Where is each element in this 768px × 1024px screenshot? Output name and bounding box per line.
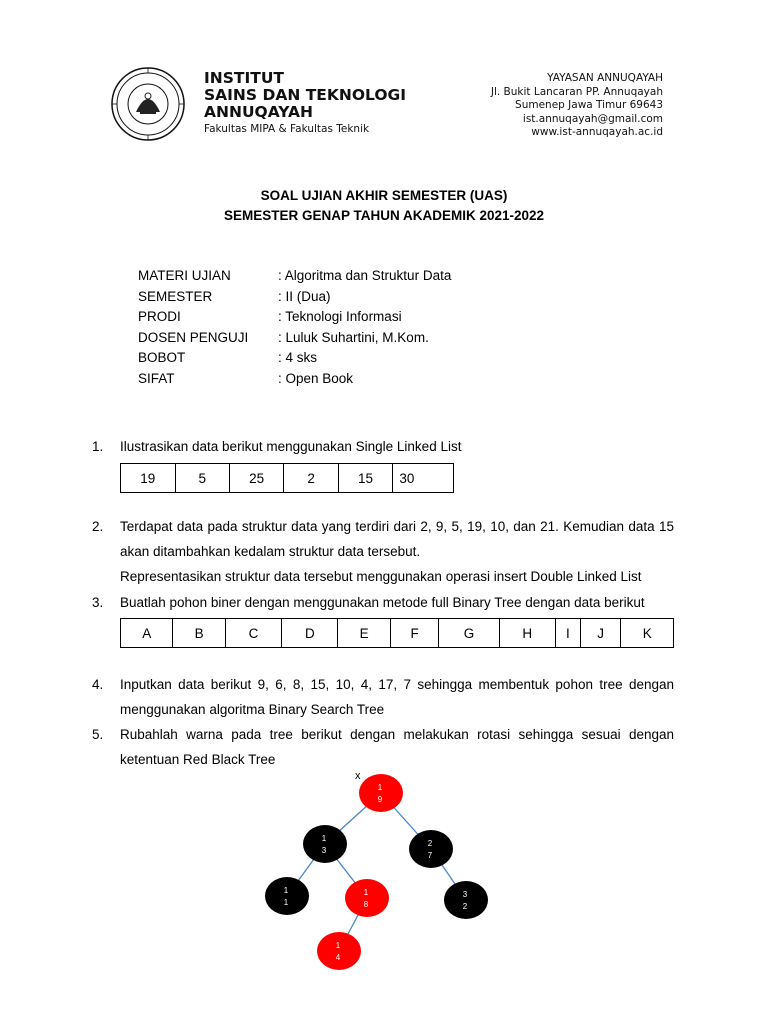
question-number: 5.	[92, 727, 104, 742]
tree-node-digit: 1	[283, 898, 289, 907]
question-text: Rubahlah warna pada tree berikut dengan melakukan rotasi sehingga sesuai dengan ketentuan Red Black Tree	[120, 727, 674, 767]
institute-logo	[110, 66, 186, 142]
tree-marker: x	[355, 770, 361, 782]
institution-name	[204, 70, 406, 121]
tree-node-digit: 1	[335, 941, 341, 950]
tree-node-circle	[265, 877, 309, 915]
question-4	[92, 672, 674, 722]
tree-node-digit: 4	[335, 953, 341, 962]
question-1	[92, 434, 674, 459]
question-number: 1.	[92, 439, 104, 454]
info-key: DOSEN PENGUJI	[138, 329, 249, 345]
data-cell: 19	[121, 464, 176, 493]
question-text: Terdapat data pada struktur data yang terdiri dari 2, 9, 5, 19, 10, dan 21. Kemudian data 15 akan ditambahkan kedalam struktur data tersebut.	[120, 519, 674, 559]
question-text: Buatlah pohon biner dengan menggunakan metode full Binary Tree dengan data berikut	[120, 595, 645, 610]
foundation-line: YAYASAN ANNUQAYAH	[547, 72, 663, 84]
tree-node-digit: 2	[427, 839, 433, 848]
data-cell: F	[390, 619, 438, 648]
question-number: 3.	[92, 595, 104, 610]
tree-node-digit: 7	[427, 851, 433, 860]
tree-node-digit: 1	[283, 886, 289, 895]
data-cell: G	[439, 619, 499, 648]
tree-node-digit: 8	[363, 900, 369, 909]
foundation-email: ist.annuqayah@gmail.com	[522, 112, 663, 125]
tree-node-digit: 3	[321, 846, 327, 855]
tree-node-digit: 1	[363, 888, 369, 897]
tree-node-digit: 1	[321, 834, 327, 843]
data-cell: 25	[229, 464, 284, 493]
institution-line: ANNUQAYAH	[204, 103, 313, 121]
question-number: 2.	[92, 519, 104, 534]
foundation-address	[491, 72, 663, 140]
data-cell: H	[499, 619, 555, 648]
info-key: SIFAT	[138, 370, 175, 386]
data-cell: I	[555, 619, 580, 648]
question-3	[92, 590, 674, 615]
info-value: : Open Book	[278, 370, 354, 386]
tree-node-circle	[303, 825, 347, 863]
info-value: : 4 sks	[278, 350, 318, 366]
info-row	[138, 371, 451, 392]
faculty-name: Fakultas MIPA & Fakultas Teknik	[204, 123, 370, 135]
tree-node-digit: 2	[462, 902, 468, 911]
question-text: Inputkan data berikut 9, 6, 8, 15, 10, 4, 17, 7 sehingga membentuk pohon tree dengan menggunakan algoritma Binary Search Tree	[120, 677, 674, 717]
exam-title: SOAL UJIAN AKHIR SEMESTER (UAS)	[260, 188, 508, 203]
red-black-tree-diagram	[0, 760, 768, 1024]
tree-node-circle	[409, 830, 453, 868]
data-cell: 5	[175, 464, 229, 493]
tree-node-circle	[345, 879, 389, 917]
tree-node	[409, 830, 453, 868]
tree-node	[359, 774, 403, 812]
info-row	[138, 268, 451, 289]
data-cell: 30	[393, 464, 454, 493]
info-value: : Luluk Suhartini, M.Kom.	[278, 329, 429, 345]
data-cell: 15	[338, 464, 393, 493]
foundation-line: Sumenep Jawa Timur 69643	[515, 99, 663, 111]
info-key: BOBOT	[138, 350, 186, 366]
info-value: : Teknologi Informasi	[278, 309, 402, 325]
binary-tree-data-table	[120, 618, 674, 648]
info-value: : Algoritma dan Struktur Data	[278, 268, 452, 283]
question-text: Ilustrasikan data berikut menggunakan Single Linked List	[120, 439, 462, 454]
info-key: MATERI UJIAN	[138, 268, 231, 283]
tree-node	[303, 825, 347, 863]
data-cell: D	[282, 619, 338, 648]
tree-node	[265, 877, 309, 915]
info-row	[138, 289, 451, 310]
tree-node	[317, 932, 361, 970]
info-row	[138, 309, 451, 330]
institution-line: SAINS DAN TEKNOLOGI	[204, 86, 406, 104]
data-cell: E	[338, 619, 390, 648]
exam-info	[138, 268, 451, 392]
tree-node-digit: 9	[377, 795, 383, 804]
info-value: : II (Dua)	[278, 288, 331, 304]
foundation-website: www.ist-annuqayah.ac.id	[531, 126, 663, 138]
data-cell: J	[580, 619, 621, 648]
linked-list-data-table	[120, 463, 454, 493]
data-cell: B	[173, 619, 225, 648]
info-row	[138, 330, 451, 351]
info-key: SEMESTER	[138, 288, 213, 304]
foundation-line: Jl. Bukit Lancaran PP. Annuqayah	[490, 85, 663, 98]
tree-nodes	[265, 774, 488, 970]
info-key: PRODI	[138, 309, 181, 325]
data-cell: K	[621, 619, 674, 648]
question-text-continued: Representasikan struktur data tersebut menggunakan operasi insert Double Linked List	[120, 569, 642, 584]
tree-node	[345, 879, 389, 917]
tree-node	[444, 881, 488, 919]
data-cell: C	[225, 619, 281, 648]
institution-line: INSTITUT	[204, 69, 284, 87]
tree-edges	[287, 793, 466, 951]
tree-node-circle	[317, 932, 361, 970]
tree-node-circle	[359, 774, 403, 812]
tree-node-digit: 1	[377, 783, 383, 792]
info-row	[138, 350, 451, 371]
data-cell: A	[121, 619, 173, 648]
tree-node-circle	[444, 881, 488, 919]
question-number: 4.	[92, 677, 104, 692]
tree-node-digit: 3	[462, 890, 468, 899]
exam-subtitle: SEMESTER GENAP TAHUN AKADEMIK 2021-2022	[223, 208, 545, 223]
question-2	[92, 514, 674, 589]
data-cell: 2	[284, 464, 338, 493]
